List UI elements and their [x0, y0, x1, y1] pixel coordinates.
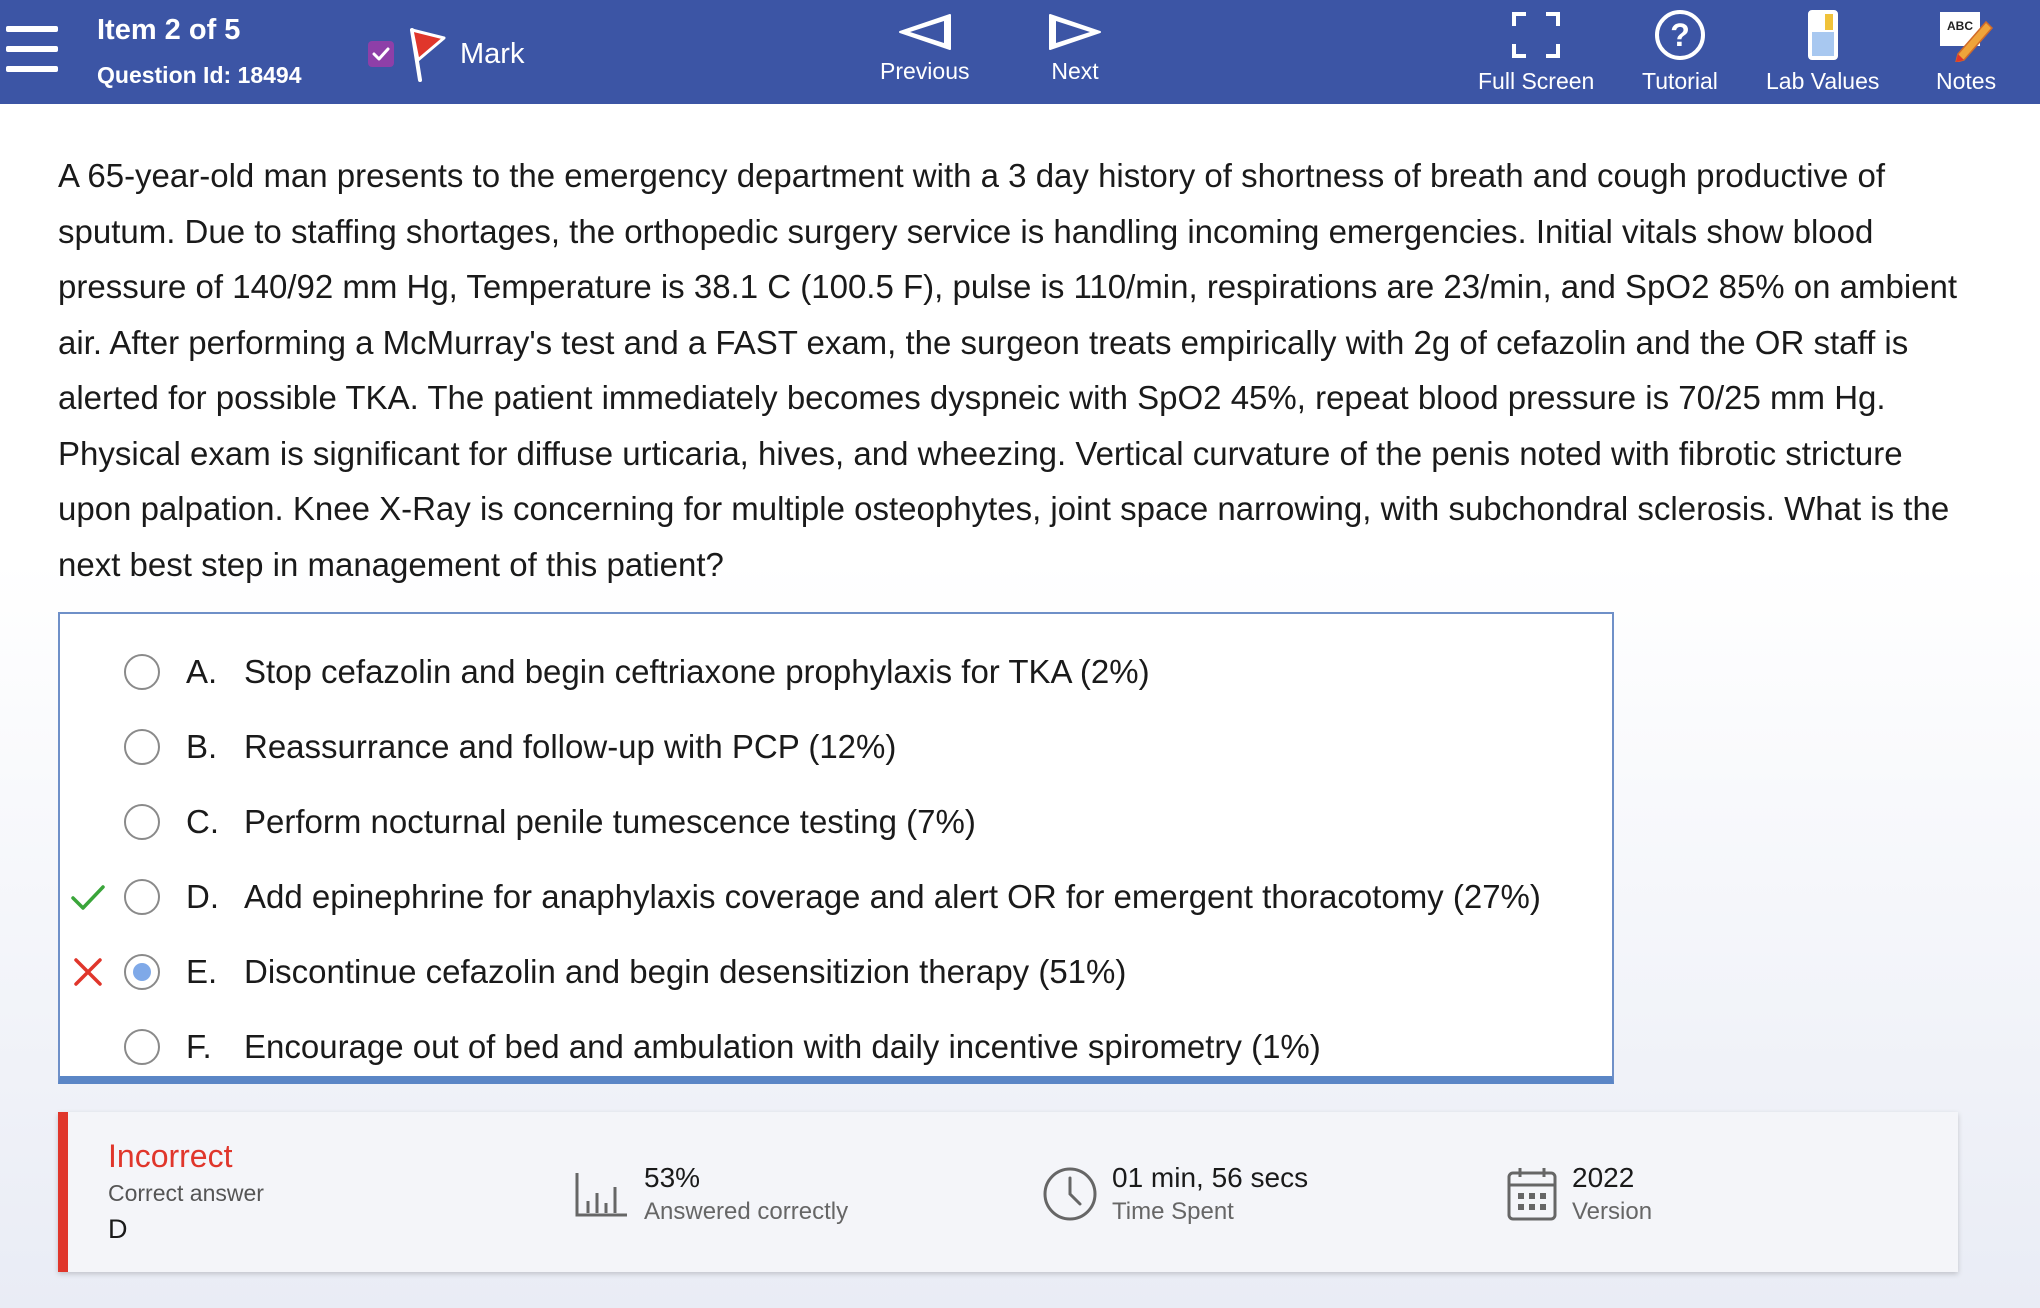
choice-letter: F.: [186, 1028, 212, 1065]
choice-text: Encourage out of bed and ambulation with daily incentive spirometry (1%): [244, 1028, 1321, 1065]
correct-check-icon: [70, 879, 106, 915]
radio-button[interactable]: [124, 654, 160, 690]
choice-letter: E.: [186, 953, 218, 990]
result-status: Incorrect: [108, 1138, 233, 1174]
percent-correct-value: 53%: [644, 1162, 701, 1193]
radio-button[interactable]: [124, 729, 160, 765]
version-stat: [1506, 1162, 1652, 1226]
choice-text: Perform nocturnal penile tumescence testing (7%): [244, 803, 976, 840]
choice-text: Discontinue cefazolin and begin desensitizion therapy (51%): [244, 953, 1127, 990]
choice-letter: C.: [186, 803, 219, 840]
time-spent-value: 01 min, 56 secs: [1112, 1162, 1309, 1193]
full-screen-button[interactable]: [1478, 8, 1594, 95]
result-panel: [58, 1112, 1958, 1272]
previous-label: Previous: [880, 58, 970, 84]
next-button[interactable]: [1046, 12, 1104, 85]
choice-letter: B.: [186, 728, 218, 765]
calendar-icon: [1506, 1165, 1558, 1223]
choice-text: Reassurrance and follow-up with PCP (12%): [244, 728, 897, 765]
choice-text: Stop cefazolin and begin ceftriaxone prophylaxis for TKA (2%): [244, 653, 1150, 690]
item-counter: Item 2 of 5: [97, 14, 241, 46]
checkmark-icon: [371, 44, 391, 64]
notes-icon: [1936, 8, 1996, 62]
time-spent-label: Time Spent: [1112, 1198, 1234, 1225]
question-stem: A 65-year-old man presents to the emergency department with a 3 day history of shortness of breath and cough productive of sputum. Due to staffing shortages, the orthopedic surgery service is handling incoming emergencies. Initial vitals show blood pressure of 140/92 mm Hg, Temperature is 38.1 C (100.5 F), pulse is 110/min, respirations are 23/min, and SpO2 85% on ambient air. After performing a McMurray's test and a FAST exam, the surgeon treats empirically with 2g of cefazolin and the OR staff is alerted for possible TKA. The patient immediately becomes dyspneic with SpO2 45%, repeat blood pressure is 70/25 mm Hg. Physical exam is significant for diffuse urticaria, hives, and wheezing. Vertical curvature of the penis noted with fibrotic stricture upon palpation. Knee X-Ray is concerning for multiple osteophytes, joint space narrowing, with subchondral sclerosis. What is the next best step in management of this patient?: [58, 157, 1958, 583]
choice-text: Add epinephrine for anaphylaxis coverage and alert OR for emergent thoracotomy (27%): [244, 878, 1541, 915]
beaker-icon: [1795, 8, 1851, 62]
help-icon: [1652, 8, 1708, 62]
answer-choice-c[interactable]: [60, 792, 1610, 852]
percent-correct-label: Answered correctly: [644, 1198, 849, 1225]
svg-text:ABC: ABC: [1947, 19, 1974, 33]
notes-button[interactable]: [1936, 8, 1996, 95]
question-id: Question Id: 18494: [97, 62, 302, 88]
flag-icon: [404, 26, 448, 82]
choice-letter: D.: [186, 878, 219, 915]
answer-choices: [58, 612, 1614, 1084]
mark-toggle[interactable]: [368, 26, 524, 82]
answer-choice-d[interactable]: [60, 867, 1610, 927]
radio-button[interactable]: [124, 804, 160, 840]
fullscreen-icon: [1508, 8, 1564, 62]
answer-choice-e[interactable]: [60, 942, 1610, 1002]
answer-choice-a[interactable]: [60, 642, 1610, 702]
tutorial-button[interactable]: [1642, 8, 1718, 95]
radio-button[interactable]: [124, 1029, 160, 1065]
version-value: 2022: [1572, 1162, 1635, 1193]
incorrect-x-icon: [70, 954, 106, 990]
notes-label: Notes: [1936, 68, 1997, 94]
version-label: Version: [1572, 1198, 1653, 1225]
lab-values-label: Lab Values: [1766, 68, 1880, 94]
arrow-right-icon: [1046, 12, 1104, 52]
tutorial-label: Tutorial: [1642, 68, 1718, 94]
correct-answer-value: D: [108, 1214, 128, 1244]
bar-chart-icon: [574, 1169, 630, 1219]
time-spent-stat: [1042, 1162, 1308, 1226]
answer-choice-f[interactable]: [60, 1017, 1610, 1077]
radio-button-selected[interactable]: [124, 954, 160, 990]
next-label: Next: [1051, 58, 1099, 84]
previous-button[interactable]: [880, 12, 969, 85]
percent-correct-stat: [574, 1162, 848, 1226]
answer-choice-b[interactable]: [60, 717, 1610, 777]
svg-text:?: ?: [1670, 17, 1690, 53]
choice-letter: A.: [186, 653, 218, 690]
menu-icon[interactable]: [6, 26, 58, 72]
mark-checkbox[interactable]: [368, 41, 394, 67]
correct-answer-label: Correct answer: [108, 1180, 264, 1206]
lab-values-button[interactable]: [1766, 8, 1879, 95]
full-screen-label: Full Screen: [1478, 68, 1595, 94]
top-toolbar: [0, 0, 2040, 104]
radio-button[interactable]: [124, 879, 160, 915]
clock-icon: [1042, 1166, 1098, 1222]
mark-label: Mark: [460, 37, 525, 70]
arrow-left-icon: [896, 12, 954, 52]
